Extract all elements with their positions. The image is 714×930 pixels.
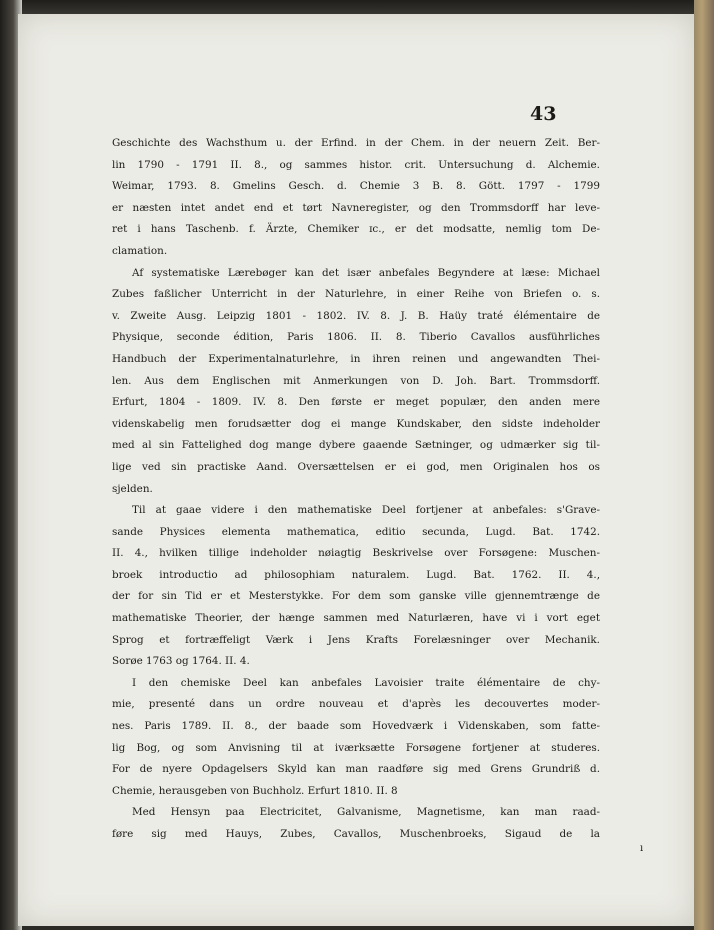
book-edge bbox=[694, 0, 714, 930]
page-text bbox=[112, 133, 600, 846]
text-line: Sorøe 1763 og 1764. II. 4. bbox=[112, 655, 250, 668]
text-line: er næsten intet andet end et tørt Navneregister, og den Trommsdorff har leve- bbox=[112, 201, 600, 214]
text-line: sjelden. bbox=[112, 482, 153, 495]
text-line: Handbuch der Experimentalnaturlehre, in ihren reinen und angewandten Thei- bbox=[112, 352, 600, 365]
text-line: Geschichte des Wachsthum u. der Erfind. in der Chem. in der neuern Zeit. Ber- bbox=[112, 137, 600, 149]
text-line: Chemie, herausgeben von Buchholz. Erfurt 1810. II. 8 bbox=[112, 784, 398, 797]
text-line: v. Zweite Ausg. Leipzig 1801 - 1802. IV. 8. J. B. Haüy traté élémentaire de bbox=[112, 309, 600, 322]
text-line: Med Hensyn paa Electricitet, Galvanisme, Magnetisme, kan man raad- bbox=[132, 806, 600, 819]
text-line: videnskabelig men forudsætter dog ei mange Kundskaber, den sidste indeholder bbox=[112, 417, 600, 430]
text-line: Physique, seconde édition, Paris 1806. II. 8. Tiberio Cavallos ausführliches bbox=[112, 331, 600, 344]
text-line: med al sin Fattelighed dog mange dybere gaaende Sætninger, og udmærker sig til- bbox=[112, 439, 600, 452]
text-line: Til at gaae videre i den mathematiske Deel fortjener at anbefales: s'Grave- bbox=[132, 504, 600, 517]
text-line: sande Physices elementa mathematica, editio secunda, Lugd. Bat. 1742. bbox=[112, 525, 600, 538]
text-line: Sprog et fortræffeligt Værk i Jens Krafts Forelæsninger over Mechanik. bbox=[112, 633, 600, 646]
text-line: lin 1790 - 1791 II. 8., og sammes histor. crit. Untersuchung d. Alchemie. bbox=[112, 158, 600, 171]
text-line: II. 4., hvilken tillige indeholder nøiagtig Beskrivelse over Forsøgene: Muschen- bbox=[112, 547, 600, 560]
text-line: der for sin Tid er et Mesterstykke. For dem som ganske ville gjennemtrænge de bbox=[112, 590, 600, 603]
text-line: Af systematiske Lærebøger kan det især anbefales Begyndere at læse: Michael bbox=[132, 266, 600, 279]
text-line: broek introductio ad philosophiam naturalem. Lugd. Bat. 1762. II. 4., bbox=[112, 568, 600, 581]
text-line: ret i hans Taschenb. f. Ärzte, Chemiker ɪc., er det modsatte, nemlig tom De- bbox=[112, 223, 600, 236]
text-line: mathematiske Theorier, der hænge sammen med Naturlæren, have vi i vort eget bbox=[112, 612, 600, 625]
page-number: 43 bbox=[530, 103, 557, 125]
text-line: clamation. bbox=[112, 244, 168, 257]
text-line: len. Aus dem Englischen mit Anmerkungen von D. Joh. Bart. Trommsdorff. bbox=[112, 374, 600, 387]
text-line: I den chemiske Deel kan anbefales Lavoisier traite élémentaire de chy- bbox=[132, 676, 600, 689]
text-line: føre sig med Hauys, Zubes, Cavallos, Muschenbroeks, Sigaud de la bbox=[112, 828, 600, 840]
text-line: Erfurt, 1804 - 1809. IV. 8. Den første er meget populær, den anden mere bbox=[112, 396, 600, 409]
text-line: For de nyere Opdagelsers Skyld kan man raadføre sig med Grens Grundriß d. bbox=[112, 763, 600, 776]
text-line: mie, presenté dans un ordre nouveau et d'après les decouvertes moder- bbox=[112, 698, 600, 711]
signature-mark: ı bbox=[640, 843, 644, 854]
text-line: nes. Paris 1789. II. 8., der baade som Hovedværk i Videnskaben, som fatte- bbox=[112, 720, 600, 733]
text-line: Weimar, 1793. 8. Gmelins Gesch. d. Chemie 3 B. 8. Gött. 1797 - 1799 bbox=[112, 180, 600, 193]
text-line: lige ved sin practiske Aand. Oversættelsen er ei god, men Originalen hos os bbox=[112, 460, 600, 473]
text-line: lig Bog, og som Anvisning til at iværksætte Forsøgene fortjener at studeres. bbox=[112, 741, 600, 754]
text-line: Zubes faßlicher Unterricht in der Naturlehre, in einer Reihe von Briefen o. s. bbox=[112, 288, 600, 301]
